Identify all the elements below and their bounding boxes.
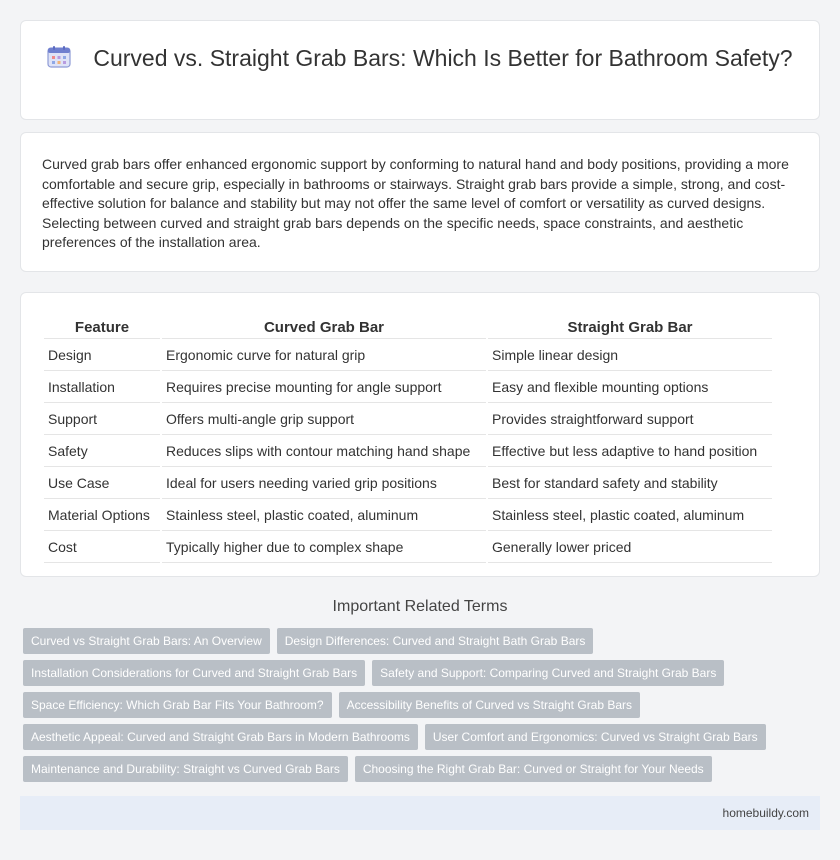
curved-cell: Typically higher due to complex shape	[162, 533, 486, 563]
curved-cell: Reduces slips with contour matching hand shape	[162, 437, 486, 467]
curved-cell: Stainless steel, plastic coated, aluminum	[162, 501, 486, 531]
related-term-link[interactable]: User Comfort and Ergonomics: Curved vs Straight Grab Bars	[425, 724, 766, 750]
table-row	[44, 373, 772, 403]
page-title: Curved vs. Straight Grab Bars: Which Is Better for Bathroom Safety?	[93, 45, 793, 71]
related-term-link[interactable]: Accessibility Benefits of Curved vs Straight Grab Bars	[339, 692, 640, 718]
related-tags-row	[23, 660, 724, 686]
related-tags-row	[23, 692, 640, 718]
page-title-wrap	[21, 43, 819, 73]
related-terms-heading: Important Related Terms	[332, 598, 508, 615]
related-term-link[interactable]: Design Differences: Curved and Straight Bath Grab Bars	[277, 628, 594, 654]
header-card	[20, 20, 820, 120]
curved-cell: Requires precise mounting for angle support	[162, 373, 486, 403]
table-row	[44, 533, 772, 563]
feature-cell: Support	[44, 405, 160, 435]
related-term-link[interactable]: Aesthetic Appeal: Curved and Straight Grab Bars in Modern Bathrooms	[23, 724, 418, 750]
column-header-feature: Feature	[44, 316, 160, 339]
intro-paragraph: Curved grab bars offer enhanced ergonomic support by conforming to natural hand and body positions, providing a more comfortable and secure grip, especially in bathrooms or stairways. Straight grab bars provide a simple, strong, and cost-effective solution for balance and stability but may not offer the same level of comfort or versatility as curved designs. Selecting between curved and straight grab bars depends on the specific needs, space constraints, and aesthetic preferences of the installation area.	[42, 156, 789, 251]
curved-cell: Ideal for users needing varied grip positions	[162, 469, 486, 499]
feature-cell: Design	[44, 341, 160, 371]
curved-cell: Ergonomic curve for natural grip	[162, 341, 486, 371]
column-header-curved: Curved Grab Bar	[162, 316, 486, 339]
calendar-icon	[47, 45, 71, 67]
table-row	[44, 405, 772, 435]
feature-cell: Material Options	[44, 501, 160, 531]
related-tags-row	[23, 628, 593, 654]
related-term-link[interactable]: Choosing the Right Grab Bar: Curved or Straight for Your Needs	[355, 756, 712, 782]
straight-cell: Stainless steel, plastic coated, aluminum	[488, 501, 772, 531]
straight-cell: Effective but less adaptive to hand position	[488, 437, 772, 467]
feature-cell: Cost	[44, 533, 160, 563]
curved-cell: Offers multi-angle grip support	[162, 405, 486, 435]
table-row	[44, 501, 772, 531]
comparison-table-card	[20, 292, 820, 577]
related-term-link[interactable]: Curved vs Straight Grab Bars: An Overview	[23, 628, 270, 654]
footer-site-link[interactable]: homebuildy.com	[722, 806, 809, 820]
feature-cell: Use Case	[44, 469, 160, 499]
feature-cell: Safety	[44, 437, 160, 467]
comparison-table	[42, 314, 774, 565]
feature-cell: Installation	[44, 373, 160, 403]
straight-cell: Provides straightforward support	[488, 405, 772, 435]
table-header-row	[44, 316, 772, 339]
straight-cell: Simple linear design	[488, 341, 772, 371]
related-term-link[interactable]: Maintenance and Durability: Straight vs Curved Grab Bars	[23, 756, 348, 782]
straight-cell: Generally lower priced	[488, 533, 772, 563]
table-row	[44, 341, 772, 371]
straight-cell: Best for standard safety and stability	[488, 469, 772, 499]
related-tags-row	[23, 756, 712, 782]
straight-cell: Easy and flexible mounting options	[488, 373, 772, 403]
intro-card	[20, 132, 820, 272]
related-term-link[interactable]: Space Efficiency: Which Grab Bar Fits Your Bathroom?	[23, 692, 332, 718]
related-tags-row	[23, 724, 766, 750]
related-term-link[interactable]: Installation Considerations for Curved and Straight Grab Bars	[23, 660, 365, 686]
related-term-link[interactable]: Safety and Support: Comparing Curved and Straight Grab Bars	[372, 660, 724, 686]
column-header-straight: Straight Grab Bar	[488, 316, 772, 339]
footer-bar	[20, 796, 820, 830]
table-row	[44, 437, 772, 467]
table-row	[44, 469, 772, 499]
